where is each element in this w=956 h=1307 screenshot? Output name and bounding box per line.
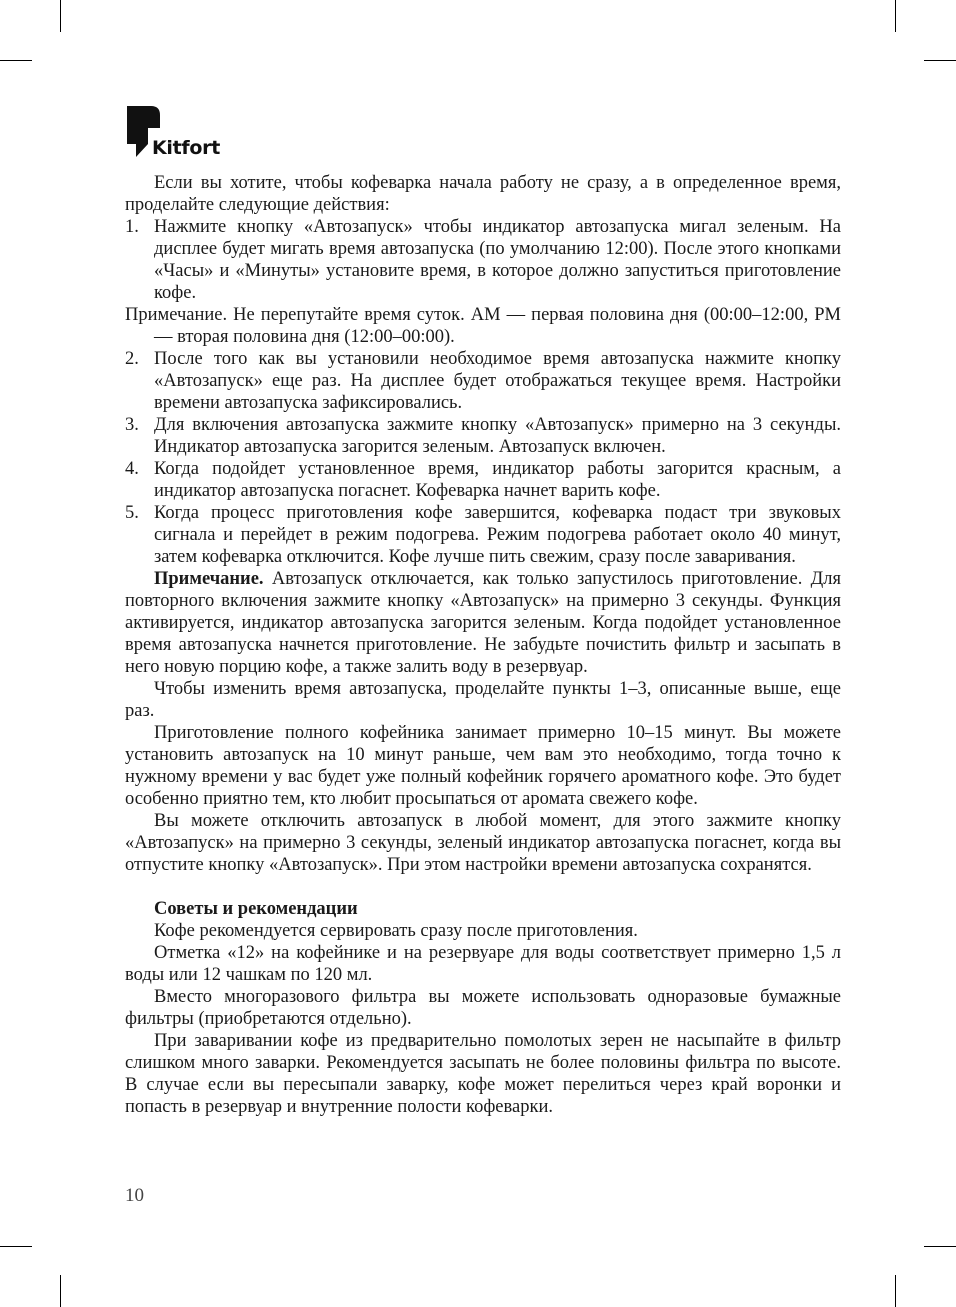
autostart-note — [125, 568, 841, 678]
tips-paragraph: Кофе рекомендуется сервировать сразу после приготовления. — [154, 921, 638, 941]
list-item: 3. Для включения автозапуска зажмите кнопку «Автозапуск» примерно на 3 секунды. Индикатор автозапуска загорится зеленым. Автозапуск включен. — [125, 415, 841, 457]
brand-name: Kitfort — [152, 137, 220, 159]
crop-mark-top-right — [895, 0, 896, 32]
note-text: Автозапуск отключается, как только запустилось приготовление. Для повторного включения зажмите кнопку «Автозапуск» на примерно 3 секунды. Функция активируется, индикатор автозапуска загорится зеленым. Когда подойдет установленное время автозапуска начнется приготовление. Не забудьте почистить фильтр и засыпать в него новую порцию кофе, а также залить воду в резервуар. — [125, 569, 841, 677]
steps-list-continued — [125, 348, 841, 568]
tips-paragraph: При заваривании кофе из предварительно помолотых зерен не насыпайте в фильтр слишком много заварки. Рекомендуется засыпать не более половины фильтра по высоте. В случае если вы пересыпали заварку, кофе может перелиться через край воронки и попасть в резервуар и внутренние полости кофеварки. — [125, 1031, 841, 1117]
tips-paragraph: Вместо многоразового фильтра вы можете использовать одноразовые бумажные фильтры (приобретаются отдельно). — [125, 987, 841, 1029]
tips-heading: Советы и рекомендации — [154, 899, 358, 919]
list-item: 4. Когда подойдет установленное время, индикатор работы загорится красным, а индикатор автозапуска погаснет. Кофеварка начнет варить кофе. — [125, 459, 841, 501]
crop-mark-right-bottom — [924, 1246, 956, 1247]
section-spacer — [125, 876, 841, 898]
list-item: 1. Нажмите кнопку «Автозапуск» чтобы индикатор автозапуска мигал зеленым. На дисплее будет мигать время автозапуска (по умолчанию 12:00). После этого кнопками «Часы» и «Минуты» установите время, в которое должно запуститься приготовление кофе. — [125, 217, 841, 303]
crop-mark-left-top — [0, 60, 32, 61]
page-content — [125, 172, 841, 1118]
time-note: Примечание. Не перепутайте время суток. AM — первая половина дня (00:00–12:00, PM — вторая половина дня (12:00–00:00). — [125, 305, 841, 347]
note-label: Примечание. — [154, 569, 264, 589]
list-item: 5. Когда процесс приготовления кофе завершится, кофеварка подаст три звуковых сигнала и перейдет в режим подогрева. Режим подогрева работает около 40 минут, затем кофеварка отключится. Кофе лучше пить свежим, сразу после заваривания. — [125, 503, 841, 567]
full-pot-paragraph: Приготовление полного кофейника занимает примерно 10–15 минут. Вы можете установить автозапуск на 10 минут раньше, чем вам это необходимо, тогда точно к нужному времени у вас будет уже полный кофейник горячего ароматного кофе. Это будет особенно приятно тем, кто любит просыпаться от аромата свежего кофе. — [125, 723, 841, 809]
steps-list — [125, 216, 841, 304]
crop-mark-top-left — [60, 0, 61, 32]
list-item: 2. После того как вы установили необходимое время автозапуска нажмите кнопку «Автозапуск» еще раз. На дисплее будет отображаться текущее время. Настройки времени автозапуска зафиксировались. — [125, 349, 841, 413]
crop-mark-left-bottom — [0, 1246, 32, 1247]
crop-mark-right-top — [924, 60, 956, 61]
disable-paragraph: Вы можете отключить автозапуск в любой момент, для этого зажмите кнопку «Автозапуск» на примерно 3 секунды, зеленый индикатор автозапуска погаснет, когда вы отпустите кнопку «Автозапуск». При этом настройки времени автозапуска сохранятся. — [125, 811, 841, 875]
page-number: 10 — [125, 1185, 144, 1206]
change-time-paragraph: Чтобы изменить время автозапуска, проделайте пункты 1–3, описанные выше, еще раз. — [125, 679, 841, 721]
tips-paragraph: Отметка «12» на кофейнике и на резервуаре для воды соответствует примерно 1,5 л воды или 12 чашкам по 120 мл. — [125, 943, 841, 985]
intro-paragraph: Если вы хотите, чтобы кофеварка начала работу не сразу, а в определенное время, проделайте следующие действия: — [125, 173, 841, 215]
crop-mark-bottom-left — [60, 1275, 61, 1307]
crop-mark-bottom-right — [895, 1275, 896, 1307]
